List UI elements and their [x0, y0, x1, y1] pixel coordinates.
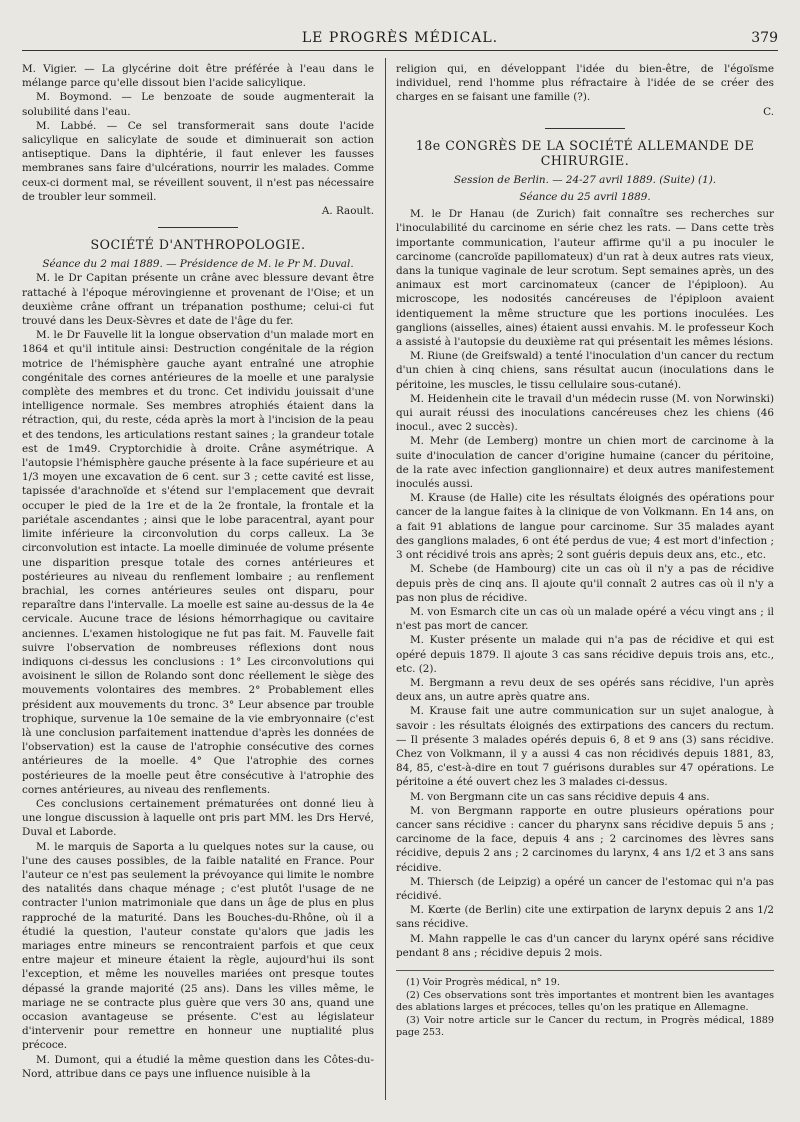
signature-text: A. Raoult.: [321, 205, 374, 218]
column-divider: [385, 58, 386, 1100]
article-paragraph: M. Mahn rappelle le cas d'un cancer du larynx opéré sans récidive pendant 8 ans ; récidive depuis 2 mois.: [396, 932, 774, 959]
section-title: SOCIÉTÉ D'ANTHROPOLOGIE.: [90, 237, 306, 253]
section-divider: [545, 128, 625, 129]
section-title: 18e CONGRÈS DE LA SOCIÉTÉ ALLEMANDE DE CHIRURGIE.: [415, 137, 755, 168]
article-paragraph: M. Schebe (de Hambourg) cite un cas où il n'y a pas de récidive depuis près de cinq ans. Il ajoute qu'il connaît 2 autres cas où il n'y a pas non plus de récidive.: [396, 563, 774, 604]
discussion-paragraph: M. Vigier. — La glycérine doit être préférée à l'eau dans le mélange parce qu'elle dissout bien l'acide salicylique.: [22, 63, 374, 90]
article-paragraph: M. Thiersch (de Leipzig) a opéré un cancer de l'estomac qui n'a pas récidivé.: [396, 875, 774, 902]
article-paragraph: M. von Bergmann rapporte en outre plusieurs opérations pour cancer sans récidive : cancer du pharynx sans récidive depuis 5 ans ; carcinome de la face, depuis 4 ans ; 2 carcinomes des lèvres sans récidive, depuis 2 ans ; 2 carcinomes du larynx, 4 ans 1/2 et 3 ans sans récidive.: [396, 804, 774, 874]
session-line: Séance du 2 mai 1889. — Présidence de M. le Pr M. Duval.: [42, 258, 354, 271]
article-paragraph: M. le Dr Fauvelle lit la longue observation d'un malade mort en 1864 et qu'il intitule ainsi: Destruction congénitale de la région motrice de l'hémisphère gauche ayant entraîné une atrophie congénitale des cornes antérieures de la moelle et une paralysie complète des membres et du tronc. Cet individu jouissait d'une intelligence normale. Ses membres atrophiés étaient dans la rétraction, qui, du reste, céda après la mort à l'incision de la peau et des tendons, les articulations restant saines ; la grandeur totale est de 1m49. Cryptorchidie à droite. Crâne asymétrique. A l'autopsie l'hémisphère gauche présente à la face supérieure et au 1/3 moyen une excavation de 6 cent. sur 3 ; cette cavité est lisse, tapissée d'arachnoïde et s'étend sur l'emplacement que devrait occuper le pied de la 1re et de la 2e frontale, la frontale et la pariétale ascendantes ; ainsi que le lobe paracentral, ayant pour limite inférieure la circonvolution du corps calleux. La 3e circonvolution est intacte. La moelle diminuée de volume présente une disparition presque totale des cornes antérieures et postérieures au niveau du renflement lombaire ; au renflement brachial, les cornes antérieures seules ont disparu, pour reparaître dans l'intervalle. La moelle est saine au-dessus de la 4e cervicale. Aucune trace de lésions hémorrhagique ou cavitaire anciennes. L'examen histologique ne fut pas fait. M. Fauvelle fait suivre l'observation de nombreuses réflexions dont nous indiquons ci-dessus les conclusions : 1° Les circonvolutions qui avoisinent le sillon de Rolando sont donc réellement le siège des mouvements volontaires des membres. 2° Probablement elles président aux mouvements du tronc. 3° Leur absence par trouble trophique, survenue la 10e semaine de la vie embryonnaire (c'est là une conclusion parfaitement inattendue d'après les données de l'observation) est la cause de l'atrophie consécutive des cornes antérieures de la moelle. 4° Que l'atrophie des cornes postérieures de la moelle peut être consécutive à l'atrophie des cornes antérieures, au niveau des renflements.: [22, 329, 374, 796]
header-rule: [22, 50, 778, 51]
session-line: Session de Berlin. — 24-27 avril 1889. (Suite) (1).: [453, 173, 717, 186]
signature: [22, 204, 374, 218]
left-column: [22, 62, 374, 1081]
section-divider: [158, 227, 238, 228]
footnote: (2) Ces observations sont très importantes et montrent bien les avantages des ablations larges et précoces, telles qu'on les pratique en Allemagne.: [396, 989, 774, 1014]
footnote: (1) Voir Progrès médical, n° 19.: [406, 976, 560, 988]
article-paragraph: M. Dumont, qui a étudié la même question dans les Côtes-du-Nord, attribue dans ce pays une influence nuisible à la: [22, 1053, 374, 1080]
running-title: LE PROGRÈS MÉDICAL.: [301, 30, 499, 46]
page-number: 379: [751, 30, 778, 46]
footnotes: [396, 970, 774, 1040]
discussion-paragraph: M. Labbé. — Ce sel transformerait sans doute l'acide salicylique en salicylate de soude et diminuerait son action antiseptique. Dans la diphtérie, il faut enlever les fausses membranes sans faire d'ulcérations, nourrir les malades. Comme ceux-ci dorment mal, se réveillent souvent, il n'est pas nécessaire de troubler leur sommeil.: [22, 119, 374, 203]
article-paragraph: M. le marquis de Saporta a lu quelques notes sur la cause, ou l'une des causes possibles, de la faible natalité en France. Pour l'auteur ce n'est pas seulement la prévoyance qui limite le nombre des natalités dans chaque ménage ; c'est plutôt l'usage de ne contracter l'union matrimoniale que dans un âge de plus en plus rapproché de la maturité. Dans les Bouches-du-Rhône, où il a étudié la question, l'auteur constate qu'alors que jadis les mariages entre mineurs se rencontraient parfois et que ceux entre majeur et mineure étaient la règle, aujourd'hui ils sont l'exception, et même les nouvelles mariées ont presque toutes dépassé la grande majorité (25 ans). Dans les villes même, le mariage ne se contracte plus guère que vers 30 ans, quand une occasion avantageuse se présente. C'est au législateur d'intervenir pour remettre en honneur une nuptialité plus précoce.: [22, 840, 374, 1052]
article-paragraph: M. von Esmarch cite un cas où un malade opéré a vécu vingt ans ; il n'est pas mort de cancer.: [396, 605, 774, 633]
article-paragraph: M. Riune (de Greifswald) a tenté l'inoculation d'un cancer du rectum d'un chien à cinq chiens, sans résultat aucun (inoculations dans le péritoine, les muscles, le tissu cellulaire sous-cutané).: [396, 350, 774, 391]
signature: [396, 105, 774, 119]
article-paragraph: M. Heidenhein cite le travail d'un médecin russe (M. von Norwinski) qui aurait réussi des inoculations cancéreuses chez les chiens (46 inocul., avec 2 succès).: [396, 392, 774, 434]
article-paragraph: M. Krause (de Halle) cite les résultats éloignés des opérations pour cancer de la langue faites à la clinique de von Volkmann. En 14 ans, on a fait 91 ablations de langue pour carcinome. Sur 35 malades ayant des ganglions malades, 6 ont été perdus de vue; 4 est mort d'infection ; 3 ont récidivé trois ans après; 2 sont guéris depuis deux ans, etc., etc.: [396, 492, 774, 562]
article-paragraph: Ces conclusions certainement prématurées ont donné lieu à une longue discussion à laquelle ont pris part MM. les Drs Hervé, Duval et Laborde.: [22, 797, 374, 839]
article-paragraph: M. le Dr Hanau (de Zurich) fait connaître ses recherches sur l'inoculabilité du carcinome en série chez les rats. — Dans cette très importante communication, l'auteur affirme qu'il a pu inoculer le carcinome (cancroïde papillomateux) d'un rat à deux autres rats vieux, dans la tunique vaginale de leur scrotum. Sept semaines après, un des animaux est mort carcinomateux (cancer de l'épiploon). Au microscope, les nodosités cancéreuses de l'épiploon avaient identiquement la même structure que les portions inoculées. Les ganglions (aisselles, aines) étaient aussi envahis. M. le professeur Koch a assisté à l'autopsie du deuxième rat qui présentait les mêmes lésions.: [396, 208, 774, 349]
footnote: (3) Voir notre article sur le Cancer du rectum, in Progrès médical, 1889 page 253.: [396, 1014, 774, 1039]
discussion-paragraph: M. Boymond. — Le benzoate de soude augmenterait la solubilité dans l'eau.: [22, 91, 374, 118]
article-paragraph: M. Kœrte (de Berlin) cite une extirpation de larynx depuis 2 ans 1/2 sans récidive.: [396, 904, 774, 931]
signature-text: C.: [763, 105, 774, 118]
article-paragraph: M. Mehr (de Lemberg) montre un chien mort de carcinome à la suite d'inoculation de cancer d'origine humaine (cancer du péritoine, de la rate avec infection ganglionnaire) et deux autres manifestement inoculés aussi.: [396, 435, 774, 491]
continuation-paragraph: religion qui, en développant l'idée du bien-être, de l'égoïsme individuel, rend l'homme plus réfractaire à l'idée de se créer des charges en se faisant une famille (?).: [396, 63, 774, 104]
session-date: Séance du 25 avril 1889.: [519, 191, 651, 204]
page-header: [0, 30, 800, 50]
article-paragraph: M. Krause fait une autre communication sur un sujet analogue, à savoir : les résultats éloignés des extirpations des cancers du rectum. — Il présente 3 malades opérés depuis 6, 8 et 9 ans (3) sans récidive. Chez von Volkmann, il y a aussi 4 cas non récidivés depuis 1881, 83, 84, 85, c'est-à-dire en tout 7 guérisons durables sur 47 opérations. Le péritoine a été ouvert chez les 3 malades ci-dessus.: [396, 705, 774, 789]
right-column: [396, 62, 774, 1040]
article-paragraph: M. von Bergmann cite un cas sans récidive depuis 4 ans.: [410, 790, 710, 803]
article-paragraph: M. Kuster présente un malade qui n'a pas de récidive et qui est opéré depuis 1879. Il ajoute 3 cas sans récidive depuis trois ans, etc., etc. (2).: [396, 634, 774, 675]
article-paragraph: M. Bergmann a revu deux de ses opérés sans récidive, l'un après deux ans, un autre après quatre ans.: [396, 676, 774, 704]
article-paragraph: M. le Dr Capitan présente un crâne avec blessure devant être rattaché à l'époque mérovingienne et provenant de l'Oise; et un deuxième crâne offrant un trépanation posthume; celui-ci fut trouvé dans les Deux-Sèvres et date de l'âge du fer.: [22, 272, 374, 328]
